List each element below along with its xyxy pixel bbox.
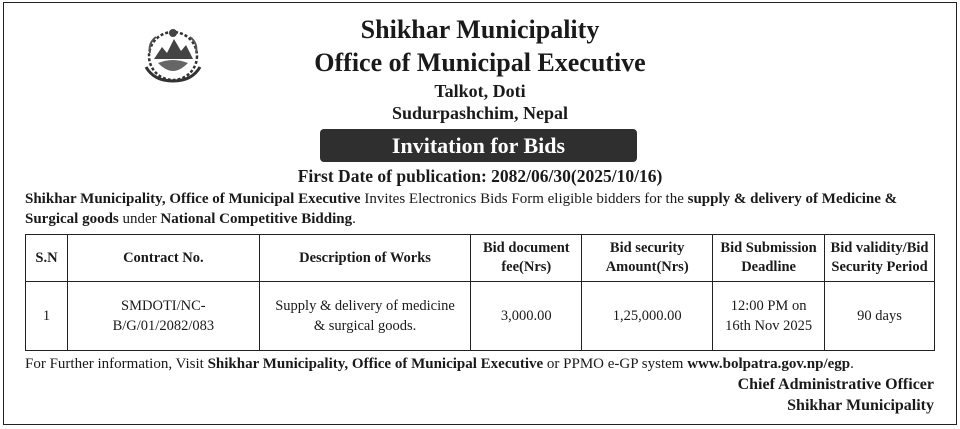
bids-table — [25, 234, 935, 351]
signatory-title: Chief Administrative Officer — [737, 376, 934, 393]
cell-deadline-line-2: 16th Nov 2025 — [725, 318, 813, 334]
footer-end: . — [850, 356, 854, 372]
footer-office: Shikhar Municipality, Office of Municipal Executive — [207, 356, 544, 372]
office-title: Office of Municipal Executive — [314, 48, 646, 77]
header-security-line-1: Bid security — [609, 240, 685, 256]
header-deadline-line-1: Bid Submission — [720, 240, 817, 256]
footer-text-2: or PPMO e-GP system — [543, 356, 688, 372]
egp-url: www.bolpatra.gov.np/egp — [687, 356, 851, 372]
cell-deadline — [713, 282, 825, 351]
cell-contract — [67, 282, 259, 351]
intro-method: National Competitive Bidding — [160, 211, 353, 227]
signatory-org: Shikhar Municipality — [787, 397, 934, 414]
office-province: Sudurpashchim, Nepal — [391, 103, 569, 123]
header-security-line-2: Amount(Nrs) — [605, 259, 689, 275]
header-fee-line-1: Bid document — [482, 240, 570, 256]
notice-banner: Invitation for Bids — [320, 129, 637, 162]
cell-contract-line-2: B/G/01/2082/083 — [112, 318, 215, 334]
intro-scope: supply & delivery of Medicine & Surgical goods — [25, 191, 898, 227]
cell-sn: 1 — [26, 282, 68, 351]
municipality-title: Shikhar Municipality — [360, 15, 600, 44]
header-fee — [471, 235, 582, 282]
intro-end: . — [352, 211, 356, 227]
header-description: Description of Works — [259, 235, 471, 282]
cell-description-line-2: & surgical goods. — [313, 318, 417, 334]
office-location: Talkot, Doti — [434, 81, 526, 101]
intro-text-1: Invites Electronics Bids Form eligible bidders for the — [360, 191, 688, 207]
footer-text-1: For Further information, Visit — [25, 356, 208, 372]
cell-description-line-1: Supply & delivery of medicine — [275, 298, 455, 314]
header-security — [582, 235, 713, 282]
table-header-row — [26, 235, 935, 282]
header-contract: Contract No. — [67, 235, 259, 282]
header-deadline-line-2: Deadline — [741, 259, 796, 275]
cell-security: 1,25,000.00 — [582, 282, 713, 351]
notice-page — [3, 2, 957, 425]
cell-fee: 3,000.00 — [471, 282, 582, 351]
cell-validity: 90 days — [825, 282, 935, 351]
header-validity-line-2: Security Period — [831, 259, 928, 275]
intro-issuer: Shikhar Municipality, Office of Municipal Executive — [25, 191, 361, 207]
intro-text-2: under — [118, 211, 161, 227]
header-deadline — [713, 235, 825, 282]
header-fee-line-2: fee(Nrs) — [501, 259, 552, 275]
header-sn: S.N — [26, 235, 68, 282]
header-validity-line-1: Bid validity/Bid — [830, 240, 929, 256]
cell-contract-line-1: SMDOTI/NC- — [121, 298, 206, 314]
cell-deadline-line-1: 12:00 PM on — [730, 298, 807, 314]
header-validity — [825, 235, 935, 282]
intro-paragraph — [25, 189, 940, 229]
publication-date: First Date of publication: 2082/06/30(2025/10/16) — [297, 166, 663, 186]
further-info — [25, 354, 854, 374]
cell-description — [259, 282, 471, 351]
table-row — [26, 282, 935, 351]
